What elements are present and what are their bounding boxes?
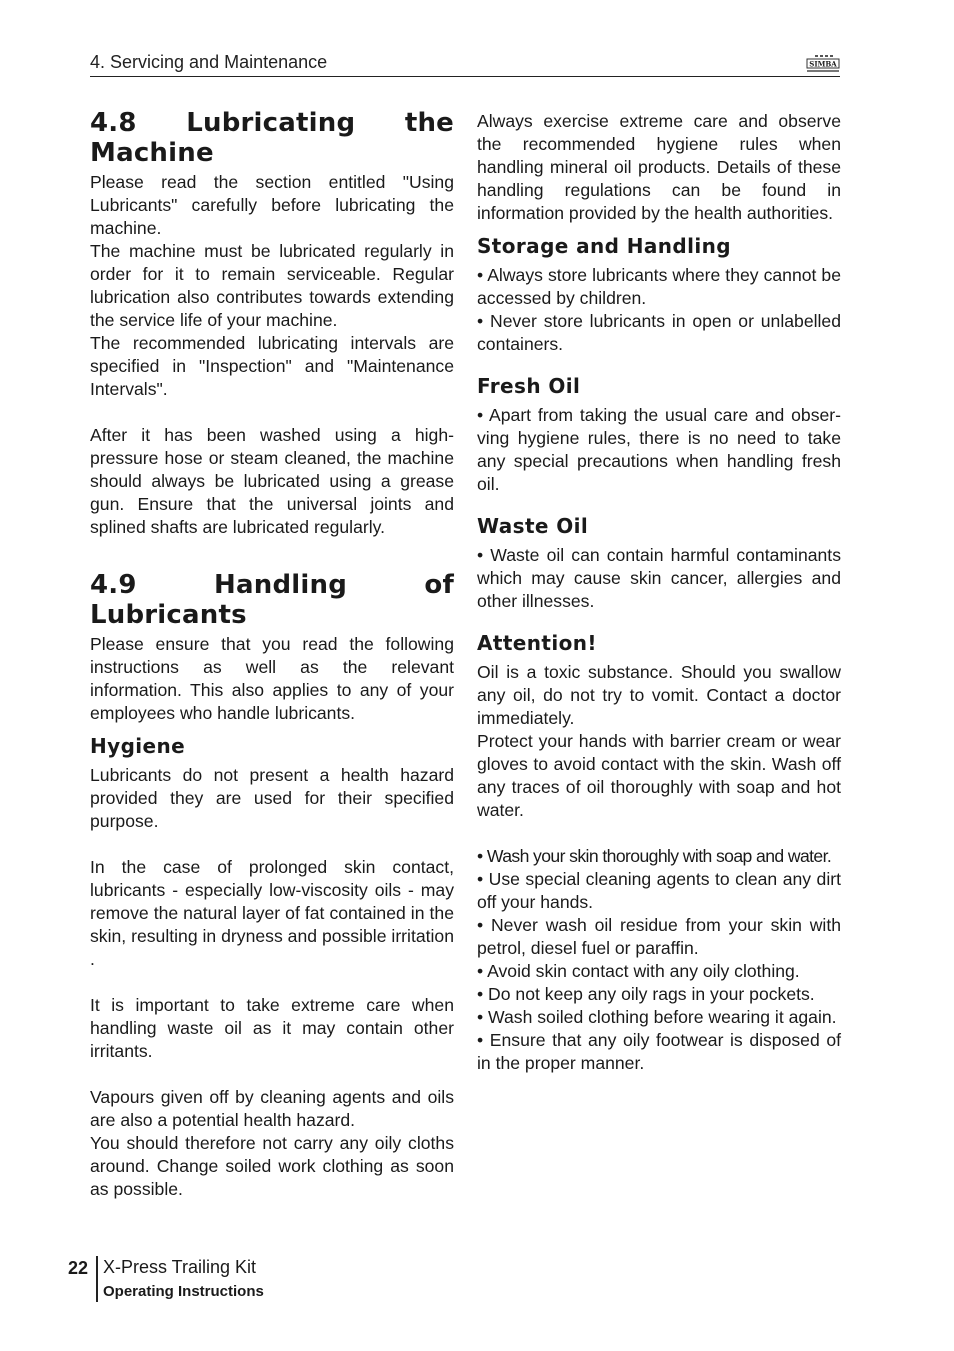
- paragraph: In the case of prolonged skin contact, lubricants - especially low-viscosity oils - may remove the natural layer of fat contained in the skin, resulting in dryness and possible irritation .: [90, 857, 454, 969]
- heading-handling: 4.9 Handling of Lubricants: [90, 570, 454, 630]
- section-title: 4. Servicing and Maintenance: [90, 52, 328, 72]
- document-subtitle: Operating Instructions: [103, 1283, 264, 1300]
- page-header: [90, 50, 840, 77]
- bullet-item: • Wash your skin thoroughly with soap and water.: [477, 846, 832, 866]
- bullet-item: • Use special cleaning agents to clean any dirt off your hands.: [477, 869, 841, 912]
- heading-storage: Storage and Handling: [477, 234, 731, 258]
- paragraph: Please read the section entitled "Using Lubricants" carefully before lubricating the machine.: [90, 172, 454, 238]
- heading-attention: Attention!: [477, 631, 597, 655]
- heading-lubricating: 4.8 Lubricating the Machine: [90, 108, 454, 168]
- footer-divider: [96, 1256, 98, 1302]
- bullet-item: • Apart from taking the usual care and obser-ving hygiene rules, there is no need to take any special precautions when handling fresh oil.: [477, 405, 841, 494]
- paragraph: It is important to take extreme care when handling waste oil as it may contain other irritants.: [90, 995, 454, 1061]
- bullet-item: • Wash soiled clothing before wearing it again.: [477, 1007, 837, 1027]
- simba-logo: [806, 55, 840, 73]
- svg-text:SIMBA: SIMBA: [809, 59, 837, 69]
- paragraph: Protect your hands with barrier cream or wear gloves to avoid contact with the skin. Wash off any traces of oil thoroughly with soap and hot water.: [477, 731, 841, 820]
- bullet-item: • Never store lubricants in open or unlabelled containers.: [477, 311, 841, 354]
- heading-hygiene: Hygiene: [90, 734, 186, 758]
- document-title: X-Press Trailing Kit: [103, 1257, 257, 1277]
- paragraph: Please ensure that you read the following instructions as well as the relevant information. This also applies to any of your employees who handle lubricants.: [90, 634, 454, 723]
- paragraph: You should therefore not carry any oily cloths around. Change soiled work clothing as soon as possible.: [90, 1133, 454, 1199]
- bullet-item: • Waste oil can contain harmful contaminants which may cause skin cancer, allergies and other illnesses.: [477, 545, 841, 611]
- heading-waste-oil: Waste Oil: [477, 514, 589, 538]
- right-column: [477, 110, 841, 1075]
- bullet-item: • Always store lubricants where they cannot be accessed by children.: [477, 265, 841, 308]
- paragraph: Lubricants do not present a health hazard provided they are used for their specified purpose.: [90, 765, 454, 831]
- paragraph: Vapours given off by cleaning agents and oils are also a potential health hazard.: [90, 1087, 454, 1130]
- bullet-item: • Never wash oil residue from your skin with petrol, diesel fuel or paraffin.: [477, 915, 841, 958]
- page-number: 22: [68, 1258, 89, 1278]
- bullet-item: • Do not keep any oily rags in your pockets.: [477, 984, 815, 1004]
- bullet-item: • Ensure that any oily footwear is disposed of in the proper manner.: [477, 1030, 841, 1073]
- bullet-item: • Avoid skin contact with any oily clothing.: [477, 961, 800, 981]
- paragraph: The recommended lubricating intervals are specified in "Inspection" and "Maintenance Intervals".: [90, 333, 454, 399]
- heading-fresh-oil: Fresh Oil: [477, 374, 581, 398]
- left-column: [90, 108, 454, 1201]
- paragraph: Oil is a toxic substance. Should you swallow any oil, do not try to vomit. Contact a doctor immediately.: [477, 662, 841, 728]
- paragraph: Always exercise extreme care and observe the recommended hygiene rules when handling mineral oil products. Details of these handling regulations can be found in information provided by the health authorities.: [477, 111, 841, 223]
- paragraph: After it has been washed using a high-pressure hose or steam cleaned, the machine should always be lubricated using a grease gun. Ensure that the universal joints and splined shafts are lubricated regularly.: [90, 425, 454, 537]
- paragraph: The machine must be lubricated regularly in order for it to remain serviceable. Regular lubrication also contributes towards extending the service life of your machine.: [90, 241, 454, 330]
